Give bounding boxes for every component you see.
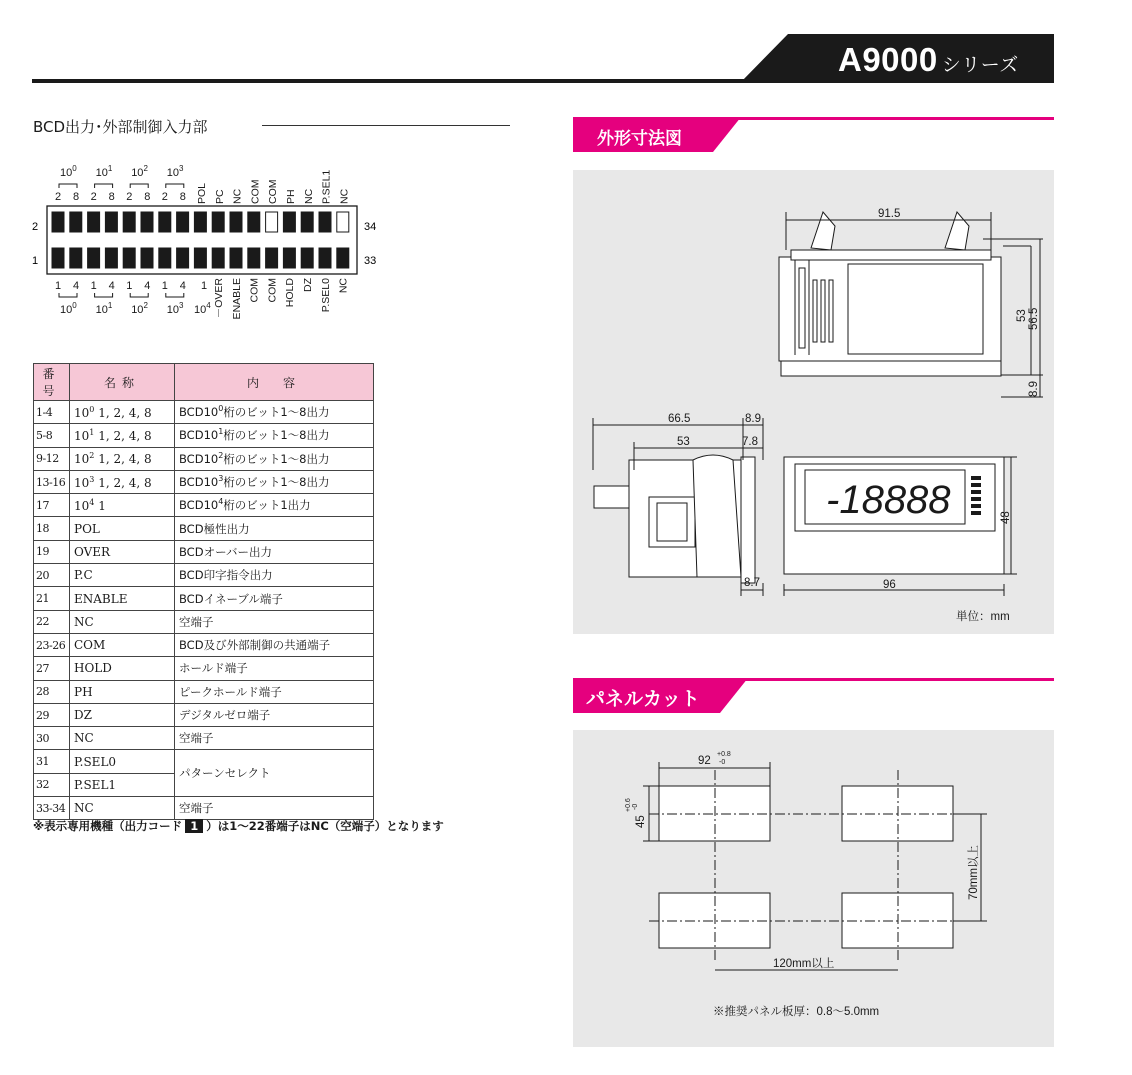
cell-name: DZ <box>70 703 175 726</box>
connector-pin-top <box>177 212 189 232</box>
bcd-heading-rule <box>262 125 510 126</box>
connector-bottom-group-label: $10^0$ <box>60 301 77 316</box>
connector-top-bit-hi: 8 <box>179 191 186 203</box>
connector-pin-bottom <box>337 248 349 268</box>
connector-pin-bottom <box>301 248 313 268</box>
connector-pin-bottom <box>212 248 224 268</box>
connector-pin-top <box>266 212 278 232</box>
cell-content: パターンセレクト <box>175 750 374 797</box>
table-row <box>34 657 374 680</box>
connector-pin-bottom <box>88 248 100 268</box>
connector-bottom-pin-label: P.SEL0 <box>319 278 332 313</box>
pin-table-header <box>34 364 374 401</box>
panel-cut-section-title: パネルカット <box>586 688 700 710</box>
dim-side-7-8: 7.8 <box>742 436 758 448</box>
table-note: ※表示専用機種（出力コード 1 ）は1～22番端子はNC（空端子）となります <box>33 819 444 833</box>
cell-name: PH <box>70 680 175 703</box>
connector-pin-top <box>337 212 349 232</box>
cell-number: 9-12 <box>34 447 70 470</box>
dimension-drawing <box>573 170 1054 634</box>
connector-pin-top <box>141 212 153 232</box>
connector-pin-bottom <box>194 248 206 268</box>
cell-number: 17 <box>34 494 70 517</box>
connector-bottom-pin-label: －OVER <box>213 278 225 319</box>
connector-top-pin-label: COM <box>267 179 280 204</box>
table-row <box>34 470 374 493</box>
cut-width-tol-plus: +0.8 <box>717 751 731 758</box>
table-row <box>34 727 374 750</box>
cell-content: BCD極性出力 <box>175 517 374 540</box>
table-row <box>34 401 374 424</box>
cell-name: COM <box>70 633 175 656</box>
connector-top-pin-label: PC <box>213 189 226 204</box>
table-row <box>34 517 374 540</box>
cell-number: 23-26 <box>34 633 70 656</box>
cell-number: 21 <box>34 587 70 610</box>
table-row <box>34 610 374 633</box>
dim-front-48: 48 <box>1000 511 1012 524</box>
connector-pin-bottom <box>230 248 242 268</box>
table-row <box>34 703 374 726</box>
col-content: 内 容 <box>175 364 374 401</box>
dim-h8-9-right: 8.9 <box>1028 381 1040 397</box>
table-row <box>34 494 374 517</box>
connector-bottom-pin-label: DZ <box>302 278 314 292</box>
connector-bottom-pin-label: COM <box>248 278 261 303</box>
connector-pin-bottom <box>141 248 153 268</box>
cell-number: 30 <box>34 727 70 750</box>
connector-bottom-bit-hi: 4 <box>179 280 186 292</box>
connector-pin-top <box>230 212 242 232</box>
dim-h53: 53 <box>1016 309 1028 322</box>
connector-pin-bottom <box>70 248 82 268</box>
cell-name: NC <box>70 797 175 820</box>
connector-bottom-pin-label: COM <box>266 278 279 303</box>
cell-content: $BCD10^0$桁のビット1～8出力 <box>175 401 374 424</box>
table-row <box>34 564 374 587</box>
cell-name: ENABLE <box>70 587 175 610</box>
connector-top-bit-lo: 2 <box>126 191 133 203</box>
dim-side-8-7: 8.7 <box>744 577 760 589</box>
connector-bottom-bit-lo: 1 <box>90 280 97 292</box>
table-row <box>34 680 374 703</box>
table-row <box>34 633 374 656</box>
col-name: 名称 <box>70 364 175 401</box>
col-number: 番号 <box>34 364 70 401</box>
table-row <box>34 797 374 820</box>
connector-pin-bottom <box>123 248 135 268</box>
dim-h56-5: 56.5 <box>1028 307 1040 330</box>
connector-top-bit-lo: 2 <box>90 191 97 203</box>
cell-content: 空端子 <box>175 727 374 750</box>
cell-name: POL <box>70 517 175 540</box>
cell-number: 20 <box>34 564 70 587</box>
connector-row-num-top-right: 34 <box>364 221 377 233</box>
cut-height-tol-plus: +0.6 <box>625 798 632 812</box>
connector-top-bit-lo: 2 <box>55 191 62 203</box>
cell-name: P.C <box>70 564 175 587</box>
cut-height-label: 45 <box>635 815 647 828</box>
connector-pin-bottom <box>105 248 117 268</box>
cell-content: ホールド端子 <box>175 657 374 680</box>
connector-bottom-bit-lo: 1 <box>126 280 133 292</box>
cell-name: P.SEL1 <box>70 773 175 796</box>
cell-number: 5-8 <box>34 424 70 447</box>
cell-number: 19 <box>34 540 70 563</box>
cell-content: デジタルゼロ端子 <box>175 703 374 726</box>
connector-top-pin-label: NC <box>338 188 351 204</box>
connector-pin-bottom <box>177 248 189 268</box>
connector-bottom-bit-hi: 4 <box>144 280 151 292</box>
cell-name: $10^4$ 1 <box>70 494 175 517</box>
connector-bottom-bit-lo: 1 <box>161 280 168 292</box>
pin-table <box>33 363 374 820</box>
connector-top-group-label: $10^0$ <box>60 164 77 179</box>
connector-row-num-bottom-right: 33 <box>364 255 377 267</box>
connector-bottom-bit-lo: 1 <box>55 280 62 292</box>
cell-number: 31 <box>34 750 70 773</box>
table-row <box>34 540 374 563</box>
page-subtitle: シリーズ <box>941 55 1019 76</box>
connector-bottom-pin-label: ENABLE <box>230 278 243 320</box>
connector-pin-top <box>248 212 260 232</box>
connector-pin-top <box>301 212 313 232</box>
panel-cut-drawing <box>573 730 1054 1047</box>
cell-name: NC <box>70 610 175 633</box>
unit-label: 単位：mm <box>956 611 1010 623</box>
table-row <box>34 424 374 447</box>
connector-pin-top <box>88 212 100 232</box>
cell-content: 空端子 <box>175 797 374 820</box>
connector-bottom-single-bit: 1 <box>201 280 208 292</box>
connector-top-group-label: $10^2$ <box>131 164 148 179</box>
cell-number: 27 <box>34 657 70 680</box>
page-title: A9000 シリーズ <box>838 41 1019 78</box>
connector-diagram <box>28 160 388 340</box>
cell-number: 28 <box>34 680 70 703</box>
cell-name: $10^2$ 1, 2, 4, 8 <box>70 447 175 470</box>
connector-bottom-group-label: $10^1$ <box>95 301 113 316</box>
cell-number: 22 <box>34 610 70 633</box>
connector-top-pin-label: PH <box>285 189 297 204</box>
cell-number: 32 <box>34 773 70 796</box>
cut-pitch-vertical: 70mm以上 <box>968 845 980 900</box>
connector-pin-top <box>194 212 206 232</box>
cell-content: $BCD10^2$桁のビット1～8出力 <box>175 447 374 470</box>
connector-top-pin-label: POL <box>196 182 208 204</box>
cell-number: 13-16 <box>34 470 70 493</box>
dim-side-53: 53 <box>677 436 690 448</box>
connector-bottom-bit-hi: 4 <box>108 280 115 292</box>
dimension-section-title: 外形寸法図 <box>597 129 682 149</box>
table-row <box>34 750 374 773</box>
cut-pitch-horizontal: 120mm以上 <box>773 958 835 970</box>
dim-side-66-5: 66.5 <box>668 413 691 425</box>
connector-bottom-group-label: $10^3$ <box>166 301 184 316</box>
connector-bottom-single-label: $10^4$ <box>194 301 211 316</box>
connector-row-num-top-left: 2 <box>32 221 39 233</box>
bcd-section-heading: BCD出力･外部制御入力部 <box>33 118 208 136</box>
cut-width-label: 92 <box>698 755 711 767</box>
cell-content: 空端子 <box>175 610 374 633</box>
connector-top-pin-label: P.SEL1 <box>320 169 333 204</box>
table-row <box>34 587 374 610</box>
cell-content: ピークホールド端子 <box>175 680 374 703</box>
connector-pin-top <box>52 212 64 232</box>
connector-pin-bottom <box>159 248 171 268</box>
connector-pin-top <box>319 212 331 232</box>
connector-pin-top <box>123 212 135 232</box>
connector-top-bit-hi: 8 <box>73 191 80 203</box>
panel-thickness-note: ※推奨パネル板厚：0.8～5.0mm <box>713 1006 880 1018</box>
connector-top-group-label: $10^1$ <box>95 164 113 179</box>
cell-name: HOLD <box>70 657 175 680</box>
cell-content: BCDオーバー出力 <box>175 540 374 563</box>
cell-name: OVER <box>70 540 175 563</box>
output-code-badge: 1 <box>185 819 203 833</box>
connector-bottom-pin-label: HOLD <box>284 278 297 308</box>
connector-top-pin-label: NC <box>302 188 315 204</box>
connector-pin-top <box>283 212 295 232</box>
connector-row-num-bottom-left: 1 <box>32 255 39 267</box>
cell-content: BCDイネーブル端子 <box>175 587 374 610</box>
connector-pin-top <box>212 212 224 232</box>
cell-number: 1-4 <box>34 401 70 424</box>
connector-top-pin-label: COM <box>249 179 262 204</box>
connector-top-bit-lo: 2 <box>161 191 168 203</box>
cell-number: 18 <box>34 517 70 540</box>
connector-pin-bottom <box>283 248 295 268</box>
display-readout: -18888 <box>826 478 951 522</box>
connector-pin-top <box>159 212 171 232</box>
cut-height-tol-minus: -0 <box>632 803 639 810</box>
connector-bottom-bit-hi: 4 <box>73 280 80 292</box>
connector-pin-bottom <box>319 248 331 268</box>
cell-content: BCD印字指令出力 <box>175 564 374 587</box>
connector-top-bit-hi: 8 <box>144 191 151 203</box>
cell-content: $BCD10^3$桁のビット1～8出力 <box>175 470 374 493</box>
connector-pin-top <box>70 212 82 232</box>
cell-content: BCD及び外部制御の共通端子 <box>175 633 374 656</box>
connector-pin-bottom <box>248 248 260 268</box>
connector-pin-top <box>105 212 117 232</box>
connector-top-group-label: $10^3$ <box>166 164 184 179</box>
dim-front-96: 96 <box>883 579 896 591</box>
table-row <box>34 447 374 470</box>
cell-content: $BCD10^1$桁のビット1～8出力 <box>175 424 374 447</box>
connector-top-pin-label: NC <box>231 188 244 204</box>
connector-bottom-group-label: $10^2$ <box>131 301 148 316</box>
cell-name: $10^3$ 1, 2, 4, 8 <box>70 470 175 493</box>
cell-name: P.SEL0 <box>70 750 175 773</box>
connector-pin-bottom <box>266 248 278 268</box>
cell-name: $10^0$ 1, 2, 4, 8 <box>70 401 175 424</box>
cell-content: $BCD10^4$桁のビット1出力 <box>175 494 374 517</box>
cell-number: 29 <box>34 703 70 726</box>
dim-top-width: 91.5 <box>878 208 901 220</box>
connector-pin-bottom <box>52 248 64 268</box>
cell-name: $10^1$ 1, 2, 4, 8 <box>70 424 175 447</box>
cut-width-tol-minus: -0 <box>719 759 726 766</box>
cell-number: 33-34 <box>34 797 70 820</box>
dim-side-8-9: 8.9 <box>745 413 761 425</box>
cell-name: NC <box>70 727 175 750</box>
connector-top-bit-hi: 8 <box>108 191 115 203</box>
connector-bottom-pin-label: NC <box>337 278 350 294</box>
